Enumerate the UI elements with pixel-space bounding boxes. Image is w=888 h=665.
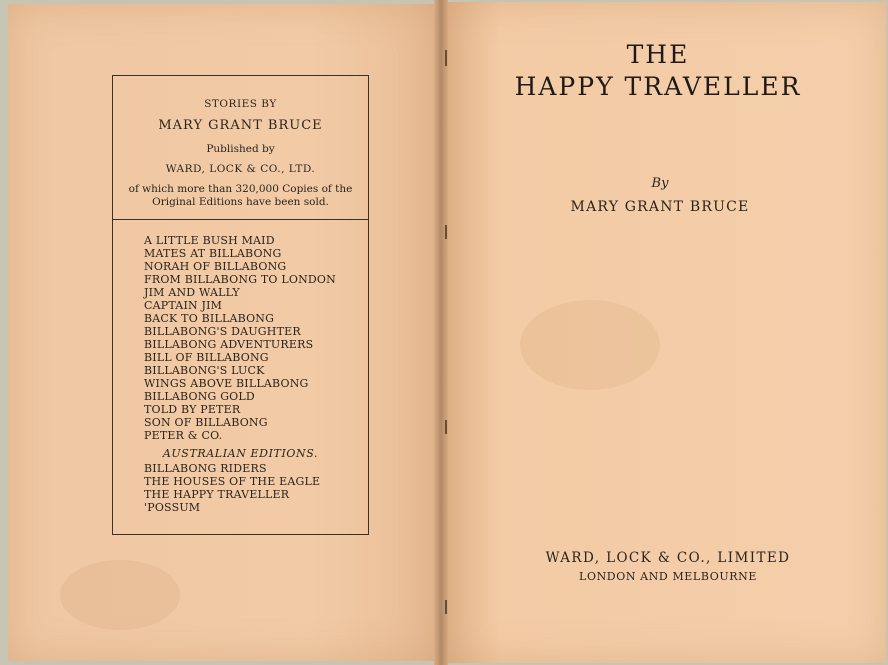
published-by-label: Published by <box>206 143 275 155</box>
imprint-cities: LONDON AND MELBOURNE <box>579 570 757 583</box>
list-item: BILLABONG'S LUCK <box>144 364 265 377</box>
paper-stain <box>60 560 180 630</box>
list-publisher-name: WARD, LOCK & CO., LTD. <box>165 163 316 175</box>
australian-titles-list <box>144 462 368 514</box>
byline <box>448 176 872 215</box>
list-item: BILL OF BILLABONG <box>144 351 269 364</box>
list-item: FROM BILLABONG TO LONDON <box>144 273 336 286</box>
list-item: MATES AT BILLABONG <box>144 247 282 260</box>
titles-list-box <box>112 75 369 535</box>
list-item: JIM AND WALLY <box>144 286 240 299</box>
list-item: THE HAPPY TRAVELLER <box>144 488 290 501</box>
imprint-publisher: WARD, LOCK & CO., LIMITED <box>545 550 791 566</box>
list-author-name: MARY GRANT BRUCE <box>158 118 323 133</box>
list-item: BILLABONG ADVENTURERS <box>144 338 314 351</box>
copies-note-line2: Original Editions have been sold. <box>152 196 329 208</box>
list-item: BACK TO BILLABONG <box>144 312 275 325</box>
binding-stitch <box>445 50 447 66</box>
list-item: TOLD BY PETER <box>144 403 241 416</box>
list-item: A LITTLE BUSH MAID <box>144 234 275 247</box>
book-title <box>448 40 868 101</box>
list-item: 'POSSUM <box>144 501 201 514</box>
list-item: BILLABONG GOLD <box>144 390 255 403</box>
list-item: BILLABONG'S DAUGHTER <box>144 325 301 338</box>
australian-editions-heading: AUSTRALIAN EDITIONS. <box>162 447 319 460</box>
title-line-2: HAPPY TRAVELLER <box>514 72 802 101</box>
imprint <box>448 550 888 583</box>
list-item: BILLABONG RIDERS <box>144 462 267 475</box>
list-item: PETER & CO. <box>144 429 223 442</box>
list-item: CAPTAIN JIM <box>144 299 223 312</box>
binding-stitch <box>445 600 447 614</box>
stories-by-label: STORIES BY <box>204 98 277 110</box>
by-label: By <box>651 176 669 191</box>
titles-list <box>144 234 368 442</box>
author-name: MARY GRANT BRUCE <box>570 199 750 215</box>
list-item: THE HOUSES OF THE EAGLE <box>144 475 321 488</box>
binding-stitch <box>445 420 447 434</box>
list-item: WINGS ABOVE BILLABONG <box>144 377 309 390</box>
list-box-header <box>113 76 368 220</box>
copies-note <box>113 183 368 209</box>
book-gutter <box>434 0 448 665</box>
binding-stitch <box>445 225 447 239</box>
list-item: NORAH OF BILLABONG <box>144 260 287 273</box>
list-item: SON OF BILLABONG <box>144 416 268 429</box>
paper-stain <box>520 300 660 390</box>
title-line-1: THE <box>626 40 690 69</box>
copies-note-line1: of which more than 320,000 Copies of the <box>128 183 353 195</box>
